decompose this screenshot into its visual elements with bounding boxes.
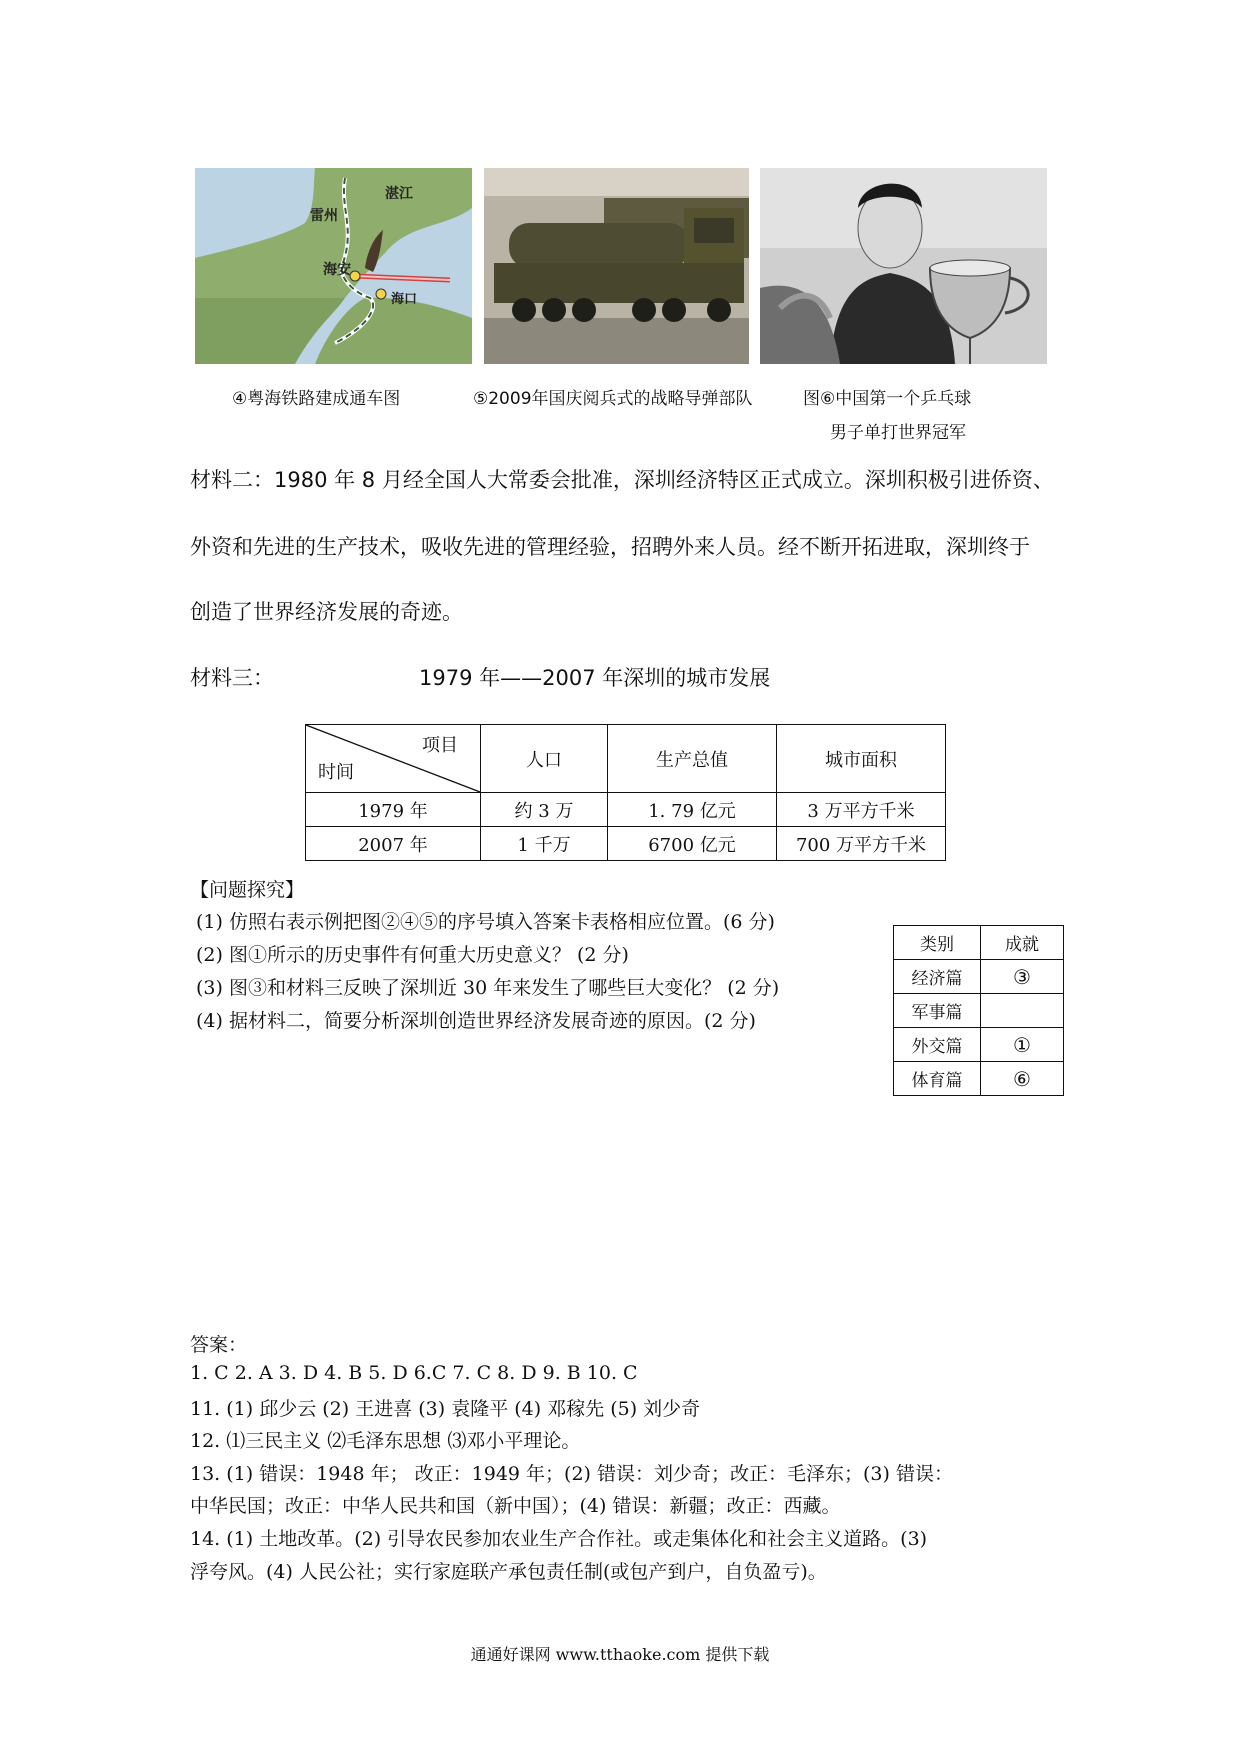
category-economy: 经济篇 — [894, 960, 981, 994]
row-2007-gdp: 6700 亿元 — [608, 827, 777, 861]
figure-6-caption-line1: 图⑥中国第一个乒乓球 — [803, 389, 972, 409]
question-2: (2) 图①所示的历史事件有何重大历史意义？ (2 分) — [196, 944, 629, 966]
figure-5-caption: ⑤2009年国庆阅兵式的战略导弹部队 — [473, 389, 753, 409]
row-1979-gdp: 1. 79 亿元 — [608, 793, 777, 827]
answers-title: 答案： — [190, 1334, 248, 1356]
question-4: (4) 据材料二，简要分析深圳创造世界经济发展奇迹的原因。(2 分) — [196, 1010, 756, 1032]
corner-label-time: 时间 — [318, 762, 354, 783]
header-population: 人口 — [481, 725, 608, 793]
material-3-label: 材料三： — [190, 666, 274, 690]
missile-parade-image — [484, 168, 749, 364]
category-diplomacy: 外交篇 — [894, 1028, 981, 1062]
category-sports: 体育篇 — [894, 1062, 981, 1096]
row-2007-year: 2007 年 — [306, 827, 481, 861]
railway-map-image — [195, 168, 472, 364]
page-footer: 通通好课网 www.tthaoke.com 提供下载 — [470, 1645, 770, 1664]
category-economy-value: ③ — [981, 960, 1064, 994]
map-label-haian: 海安 — [323, 262, 351, 278]
category-diplomacy-value: ① — [981, 1028, 1064, 1062]
table-row — [306, 793, 946, 827]
category-military-value — [981, 994, 1064, 1028]
table-row — [894, 960, 1064, 994]
table-row — [306, 827, 946, 861]
figure-6-caption-line2: 男子单打世界冠军 — [830, 423, 966, 443]
answer-line-1: 1. C 2. A 3. D 4. B 5. D 6.C 7. C 8. D 9. B 10. C — [190, 1362, 638, 1384]
answer-line-7: 浮夸风。(4) 人民公社；实行家庭联产承包责任制(或包产到户，自负盈亏)。 — [190, 1561, 827, 1583]
champion-photo-image — [760, 168, 1047, 364]
map-label-zhanjiang: 湛江 — [385, 186, 413, 202]
row-1979-area: 3 万平方千米 — [777, 793, 946, 827]
category-sports-value: ⑥ — [981, 1062, 1064, 1096]
corner-label-item: 项目 — [422, 735, 458, 756]
table-corner-cell — [306, 725, 481, 793]
figure-4-caption: ④粤海铁路建成通车图 — [232, 389, 401, 409]
question-3: (3) 图③和材料三反映了深圳近 30 年来发生了哪些巨大变化？ (2 分) — [196, 977, 780, 999]
category-example-table — [893, 925, 1064, 1096]
header-gdp: 生产总值 — [608, 725, 777, 793]
table-row — [894, 1062, 1064, 1096]
map-label-leizhou: 雷州 — [310, 208, 338, 224]
question-1: (1) 仿照右表示例把图②④⑤的序号填入答案卡表格相应位置。(6 分) — [196, 911, 775, 933]
material-2-line-1: 材料二：1980 年 8 月经全国人大常委会批准，深圳经济特区正式成立。深圳积极引进侨资、 — [190, 468, 1054, 492]
answer-line-3: 12. ⑴三民主义 ⑵毛泽东思想 ⑶邓小平理论。 — [190, 1430, 581, 1452]
questions-title: 【问题探究】 — [190, 879, 305, 901]
map-label-haikou: 海口 — [391, 292, 418, 307]
row-1979-year: 1979 年 — [306, 793, 481, 827]
material-2-line-3: 创造了世界经济发展的奇迹。 — [190, 600, 463, 624]
category-military: 军事篇 — [894, 994, 981, 1028]
category-header-type: 类别 — [894, 926, 981, 960]
answer-line-2: 11. (1) 邱少云 (2) 王进喜 (3) 袁隆平 (4) 邓稼先 (5) 刘少奇 — [190, 1398, 701, 1420]
row-1979-population: 约 3 万 — [481, 793, 608, 827]
shenzhen-development-table — [305, 724, 946, 861]
row-2007-area: 700 万平方千米 — [777, 827, 946, 861]
table-row — [894, 1028, 1064, 1062]
answer-line-5: 中华民国；改正：中华人民共和国（新中国）；(4) 错误：新疆；改正：西藏。 — [190, 1495, 841, 1517]
header-city-area: 城市面积 — [777, 725, 946, 793]
material-3-title: 1979 年——2007 年深圳的城市发展 — [419, 666, 771, 690]
answer-line-6: 14. (1) 土地改革。(2) 引导农民参加农业生产合作社。或走集体化和社会主义道路。(3) — [190, 1528, 928, 1550]
table-row — [894, 994, 1064, 1028]
answer-line-4: 13. (1) 错误：1948 年； 改正：1949 年；(2) 错误：刘少奇；改正：毛泽东；(3) 错误： — [190, 1463, 953, 1485]
category-header-achievement: 成就 — [981, 926, 1064, 960]
row-2007-population: 1 千万 — [481, 827, 608, 861]
material-2-line-2: 外资和先进的生产技术，吸收先进的管理经验，招聘外来人员。经不断开拓进取，深圳终于 — [190, 535, 1030, 559]
